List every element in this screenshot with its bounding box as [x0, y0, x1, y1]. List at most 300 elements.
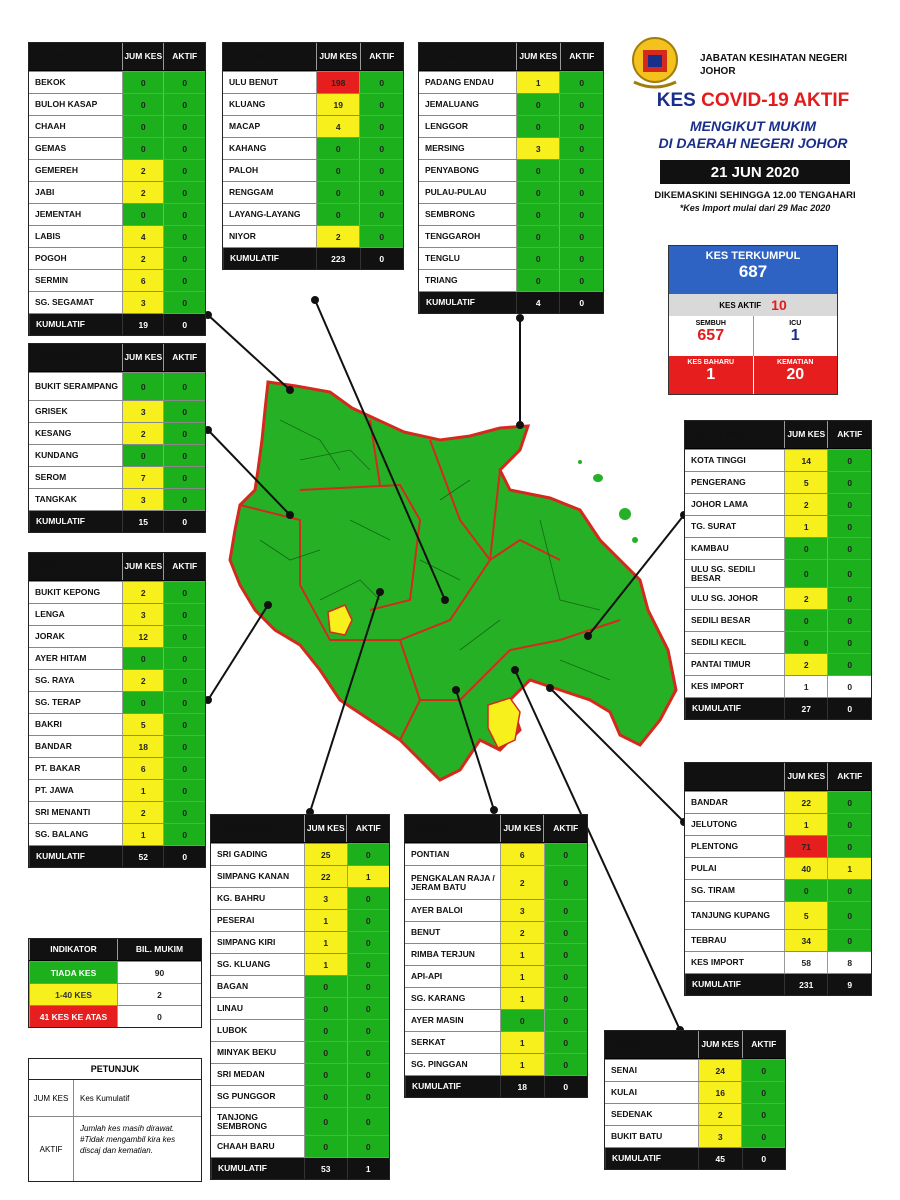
- table-kulai: [604, 1030, 786, 1170]
- jum-kes-value: 0: [122, 445, 164, 466]
- mukim-name: JORAK: [35, 631, 65, 641]
- table-header: [29, 344, 205, 372]
- indicator-row: [29, 983, 201, 1005]
- aktif-value: 0: [741, 1126, 785, 1147]
- table-row: [685, 493, 871, 515]
- district-name: KOTA TINGGI: [693, 429, 748, 439]
- mukim-name: GRISEK: [35, 406, 68, 416]
- table-row: [419, 269, 603, 291]
- table-total: [685, 697, 871, 719]
- district-name: BATU PAHAT: [219, 823, 273, 833]
- mukim-name: PADANG ENDAU: [425, 77, 494, 87]
- aktif-value: 0: [827, 930, 871, 951]
- mukim-name: PLENTONG: [691, 841, 739, 851]
- jum-kes-value: 2: [784, 494, 828, 515]
- table-row: [29, 181, 205, 203]
- indicator-label: TIADA KES: [29, 962, 117, 983]
- table-row: [685, 901, 871, 929]
- table-row: [29, 203, 205, 225]
- aktif-value: 0: [347, 1108, 390, 1135]
- summary-terkumpul: [669, 246, 837, 294]
- aktif-value: 0: [347, 910, 390, 931]
- aktif-value: 0: [347, 954, 390, 975]
- jum-kes-value: 0: [122, 692, 164, 713]
- mukim-name: SG. TIRAM: [691, 885, 735, 895]
- table-row: [605, 1103, 785, 1125]
- mukim-name: PENYABONG: [425, 165, 480, 175]
- jum-kes-value: 1: [122, 780, 164, 801]
- table-row: [685, 449, 871, 471]
- table-header: [29, 43, 205, 71]
- aktif-value: 0: [359, 72, 403, 93]
- aktif-value: 0: [163, 626, 205, 647]
- aktif-value: 0: [359, 94, 403, 115]
- table-row: [405, 1031, 587, 1053]
- table-row: [419, 71, 603, 93]
- aktif-value: 0: [544, 922, 588, 943]
- aktif-value: 0: [544, 844, 588, 865]
- aktif-value: 0: [559, 204, 603, 225]
- total-aktif: 0: [163, 314, 205, 335]
- aktif-value: 0: [544, 944, 588, 965]
- col-aktif: AKTIF: [360, 43, 404, 70]
- mukim-name: KAMBAU: [691, 543, 729, 553]
- col-jum-kes: JUM KES: [122, 43, 164, 70]
- mukim-name: KOTA TINGGI: [691, 455, 746, 465]
- aktif-value: 0: [347, 998, 390, 1019]
- table-row: [685, 515, 871, 537]
- jum-kes-value: 3: [698, 1126, 742, 1147]
- table-segamat: [28, 42, 206, 336]
- petunjuk-key: JUM KES: [29, 1080, 74, 1116]
- mukim-name: PANTAI TIMUR: [691, 659, 751, 669]
- jum-kes-value: 25: [304, 844, 347, 865]
- table-row: [685, 609, 871, 631]
- jum-kes-value: 1: [304, 932, 347, 953]
- table-row: [29, 735, 205, 757]
- table-kota-tinggi: [684, 420, 872, 720]
- johor-map: [230, 382, 676, 780]
- total-aktif: 0: [544, 1076, 588, 1097]
- table-total: [419, 291, 603, 313]
- indicator-label: 1-40 KES: [29, 984, 117, 1005]
- jum-kes-value: 6: [500, 844, 544, 865]
- aktif-value: 0: [163, 423, 205, 444]
- aktif-value: 0: [544, 966, 588, 987]
- table-row: [405, 965, 587, 987]
- table-row: [605, 1059, 785, 1081]
- aktif-value: 0: [163, 467, 205, 488]
- mukim-name: BAKRI: [35, 719, 62, 729]
- table-row: [685, 791, 871, 813]
- table-row: [211, 1085, 389, 1107]
- mukim-name: KESANG: [35, 428, 72, 438]
- mukim-name: SERKAT: [411, 1037, 446, 1047]
- jum-kes-value: 40: [784, 858, 828, 879]
- jum-kes-value: 2: [122, 802, 164, 823]
- table-row: [29, 625, 205, 647]
- col-aktif: AKTIF: [827, 421, 871, 448]
- table-row: [29, 71, 205, 93]
- jum-kes-value: 6: [122, 270, 164, 291]
- table-row: [211, 865, 389, 887]
- mukim-name: TENGGAROH: [425, 231, 481, 241]
- aktif-value: 0: [163, 160, 205, 181]
- table-pontian: [404, 814, 588, 1098]
- aktif-value: 0: [163, 248, 205, 269]
- table-row: [211, 975, 389, 997]
- title-part1: KES: [656, 90, 696, 111]
- aktif-value: 0: [827, 836, 871, 857]
- summary-aktif: [669, 294, 837, 316]
- aktif-value: 0: [359, 182, 403, 203]
- summary-baharu-kematian: [669, 356, 837, 394]
- kematian-cell: [754, 356, 838, 394]
- mukim-name: LINAU: [217, 1003, 243, 1013]
- mukim-name: SG. KLUANG: [217, 959, 271, 969]
- table-row: [29, 779, 205, 801]
- total-jum-kes: 45: [698, 1148, 742, 1169]
- jum-kes-value: 0: [304, 998, 347, 1019]
- col-aktif: AKTIF: [163, 553, 205, 580]
- aktif-value: 0: [163, 758, 205, 779]
- jum-kes-value: 0: [784, 610, 828, 631]
- jum-kes-value: 0: [784, 538, 828, 559]
- mukim-name: PENGKALAN RAJA / JERAM BATU: [411, 872, 495, 892]
- jum-kes-value: 2: [316, 226, 360, 247]
- aktif-value: 0: [559, 94, 603, 115]
- table-row: [211, 1041, 389, 1063]
- table-row: [29, 115, 205, 137]
- table-row: [419, 225, 603, 247]
- jum-kes-value: 14: [784, 450, 828, 471]
- mukim-name: SEMBRONG: [425, 209, 476, 219]
- mukim-name: KLUANG: [229, 99, 266, 109]
- mukim-name: SERMIN: [35, 275, 69, 285]
- total-jum-kes: 27: [784, 698, 828, 719]
- jum-kes-value: 4: [316, 116, 360, 137]
- table-row: [223, 203, 403, 225]
- aktif-value: 8: [827, 952, 871, 973]
- aktif-value: 0: [559, 160, 603, 181]
- aktif-value: 0: [559, 182, 603, 203]
- table-row: [405, 943, 587, 965]
- mukim-name: SENAI: [611, 1065, 637, 1075]
- report-date: 21 JUN 2020: [660, 160, 850, 184]
- petunjuk-legend: [28, 1058, 202, 1182]
- aktif-value: 0: [559, 138, 603, 159]
- aktif-value: 0: [347, 1042, 390, 1063]
- jum-kes-value: 2: [122, 582, 164, 603]
- jum-kes-value: 0: [304, 1136, 347, 1157]
- jum-kes-value: 34: [784, 930, 828, 951]
- district-name: PONTIAN: [413, 823, 452, 833]
- jum-kes-value: 2: [698, 1104, 742, 1125]
- mukim-name: SG. KARANG: [411, 993, 466, 1003]
- petunjuk-title: PETUNJUK: [29, 1059, 201, 1080]
- jum-kes-value: 1: [500, 1032, 544, 1053]
- table-row: [211, 1135, 389, 1157]
- aktif-value: 1: [347, 866, 390, 887]
- aktif-value: 0: [544, 1010, 588, 1031]
- table-row: [419, 159, 603, 181]
- baharu-cell: [669, 356, 754, 394]
- district-name: KULAI: [613, 1039, 639, 1049]
- mukim-name: MERSING: [425, 143, 465, 153]
- mukim-name: LENGA: [35, 609, 65, 619]
- table-row: [29, 137, 205, 159]
- table-row: [29, 466, 205, 488]
- table-row: [29, 603, 205, 625]
- table-row: [211, 1107, 389, 1135]
- table-row: [211, 953, 389, 975]
- total-label: KUMULATIF: [685, 698, 784, 719]
- col-aktif: AKTIF: [543, 815, 587, 842]
- table-johor-bahru: [684, 762, 872, 996]
- mukim-name: AYER BALOI: [411, 905, 463, 915]
- import-note: *Kes Import mulai dari 29 Mac 2020: [679, 203, 831, 213]
- jum-kes-value: 7: [122, 467, 164, 488]
- table-batu-pahat: [210, 814, 390, 1180]
- baharu-label: KES BAHARU: [687, 359, 735, 366]
- table-total: [29, 313, 205, 335]
- aktif-value: 0: [827, 814, 871, 835]
- mukim-name: ULU SG. JOHOR: [691, 593, 759, 603]
- jum-kes-value: 0: [304, 1042, 347, 1063]
- table-row: [29, 669, 205, 691]
- aktif-value: 0: [359, 160, 403, 181]
- aktif-value: 0: [163, 489, 205, 510]
- table-row: [223, 93, 403, 115]
- table-row: [29, 291, 205, 313]
- mukim-name: SRI MENANTI: [35, 807, 91, 817]
- table-header: [605, 1031, 785, 1059]
- mukim-name: SRI MEDAN: [217, 1069, 265, 1079]
- total-aktif: 0: [360, 248, 404, 269]
- aktif-value: 0: [163, 72, 205, 93]
- table-row: [419, 181, 603, 203]
- mukim-name: API-API: [411, 971, 443, 981]
- mukim-name: BENUT: [411, 927, 441, 937]
- mukim-name: CHAAH BARU: [217, 1141, 275, 1151]
- aktif-value: 0: [163, 780, 205, 801]
- jum-kes-value: 0: [316, 160, 360, 181]
- mukim-name: JABI: [35, 187, 55, 197]
- col-aktif: AKTIF: [827, 763, 871, 790]
- table-row: [211, 997, 389, 1019]
- aktif-value: 0: [827, 560, 871, 587]
- aktif-value: 0: [163, 648, 205, 669]
- jum-kes-value: 1: [784, 814, 828, 835]
- jum-kes-value: 0: [122, 204, 164, 225]
- mukim-name: TRIANG: [425, 275, 458, 285]
- table-row: [29, 691, 205, 713]
- aktif-value: 0: [347, 1136, 390, 1157]
- aktif-value: 0: [347, 1020, 390, 1041]
- total-aktif: 9: [827, 974, 871, 995]
- table-row: [685, 835, 871, 857]
- aktif-value: 0: [827, 610, 871, 631]
- aktif-value: 0: [163, 116, 205, 137]
- district-name: KLUANG: [231, 51, 268, 61]
- table-row: [29, 269, 205, 291]
- table-row: [685, 631, 871, 653]
- table-header: [419, 43, 603, 71]
- mukim-name: ULU SG. SEDILI BESAR: [691, 563, 756, 583]
- col-jum-kes: JUM KES: [122, 344, 164, 371]
- table-header: [29, 553, 205, 581]
- jata-logo: [633, 38, 677, 87]
- table-row: [419, 247, 603, 269]
- jum-kes-value: 0: [304, 1064, 347, 1085]
- aktif-value: 0: [347, 932, 390, 953]
- aktif-value: 0: [827, 516, 871, 537]
- aktif-value: 0: [544, 1032, 588, 1053]
- table-row: [405, 987, 587, 1009]
- mukim-name: SIMPANG KANAN: [217, 871, 290, 881]
- aktif-value: 0: [163, 292, 205, 313]
- table-row: [685, 675, 871, 697]
- col-aktif: AKTIF: [346, 815, 389, 842]
- table-row: [685, 813, 871, 835]
- table-row: [29, 372, 205, 400]
- table-row: [685, 471, 871, 493]
- total-label: KUMULATIF: [29, 314, 122, 335]
- district-name: MUAR: [37, 561, 63, 571]
- jum-kes-value: 0: [784, 880, 828, 901]
- aktif-value: 0: [163, 714, 205, 735]
- mukim-name: POGOH: [35, 253, 67, 263]
- mukim-name: SEROM: [35, 472, 67, 482]
- total-aktif: 1: [347, 1158, 390, 1179]
- table-total: [211, 1157, 389, 1179]
- col-jum-kes: JUM KES: [516, 43, 560, 70]
- total-label: KUMULATIF: [29, 846, 122, 867]
- jum-kes-value: 0: [516, 226, 560, 247]
- jum-kes-value: 12: [122, 626, 164, 647]
- mukim-name: PULAI: [691, 863, 717, 873]
- table-row: [29, 444, 205, 466]
- indicator-label: 41 KES KE ATAS: [29, 1006, 117, 1027]
- petunjuk-value: Kes Kumulatif: [80, 1093, 130, 1103]
- table-header: [211, 815, 389, 843]
- aktif-value: 0: [359, 204, 403, 225]
- page-title: [618, 90, 888, 112]
- table-row: [405, 1009, 587, 1031]
- aktif-value: 0: [347, 888, 390, 909]
- total-label: KUMULATIF: [405, 1076, 500, 1097]
- jum-kes-value: 0: [500, 1010, 544, 1031]
- table-total: [29, 845, 205, 867]
- aktif-value: 0: [163, 226, 205, 247]
- icu-label: ICU: [789, 320, 802, 327]
- aktif-value: 0: [163, 270, 205, 291]
- district-name: TANGKAK: [37, 352, 79, 362]
- mukim-name: BEKOK: [35, 77, 66, 87]
- terkumpul-value: 687: [738, 262, 768, 281]
- mukim-name: GEMEREH: [35, 165, 78, 175]
- mukim-name: TANGKAK: [35, 494, 77, 504]
- aktif-value: 0: [741, 1104, 785, 1125]
- total-jum-kes: 52: [122, 846, 164, 867]
- total-aktif: 0: [742, 1148, 786, 1169]
- mukim-name: SG. SEGAMAT: [35, 297, 94, 307]
- table-header: [685, 421, 871, 449]
- aktif-value: 0: [163, 824, 205, 845]
- mukim-name: RENGGAM: [229, 187, 274, 197]
- col-jum-kes: JUM KES: [304, 815, 347, 842]
- jum-kes-value: 22: [304, 866, 347, 887]
- aktif-value: 0: [163, 802, 205, 823]
- table-row: [685, 929, 871, 951]
- aktif-value: 0: [559, 72, 603, 93]
- aktif-value: 0: [163, 204, 205, 225]
- aktif-value: 0: [163, 604, 205, 625]
- jum-kes-value: 1: [516, 72, 560, 93]
- district-name: MERSING: [427, 51, 467, 61]
- aktif-value: 0: [827, 538, 871, 559]
- mukim-name: CHAAH: [35, 121, 66, 131]
- district-name: JOHOR BAHRU: [693, 771, 757, 781]
- table-row: [29, 801, 205, 823]
- petunjuk-row: [29, 1080, 201, 1117]
- total-label: KUMULATIF: [419, 292, 516, 313]
- total-jum-kes: 15: [122, 511, 164, 532]
- jum-kes-value: 24: [698, 1060, 742, 1081]
- sembuh-value: 657: [697, 327, 725, 344]
- aktif-value: 0: [559, 116, 603, 137]
- table-row: [419, 115, 603, 137]
- total-label: KUMULATIF: [211, 1158, 304, 1179]
- mukim-name: TEBRAU: [691, 935, 727, 945]
- jum-kes-value: 2: [784, 588, 828, 609]
- total-jum-kes: 53: [304, 1158, 347, 1179]
- table-row: [29, 159, 205, 181]
- table-row: [605, 1081, 785, 1103]
- aktif-label: KES AKTIF: [719, 300, 762, 310]
- table-row: [685, 857, 871, 879]
- total-aktif: 0: [163, 846, 205, 867]
- table-row: [29, 225, 205, 247]
- jum-kes-value: 2: [122, 160, 164, 181]
- mukim-name: KG. BAHRU: [217, 893, 266, 903]
- mukim-name: KES IMPORT: [691, 681, 744, 691]
- mukim-name: SG. RAYA: [35, 675, 75, 685]
- jum-kes-value: 1: [122, 824, 164, 845]
- summary-box: [668, 245, 838, 395]
- table-row: [29, 757, 205, 779]
- mukim-name: TENGLU: [425, 253, 460, 263]
- mukim-name: SG. BALANG: [35, 829, 89, 839]
- mukim-name: LABIS: [35, 231, 61, 241]
- mukim-name: KAHANG: [229, 143, 267, 153]
- subtitle-line1: MENGIKUT MUKIM: [690, 118, 816, 134]
- total-jum-kes: 19: [122, 314, 164, 335]
- jum-kes-value: 0: [516, 248, 560, 269]
- jum-kes-value: 0: [784, 560, 828, 587]
- jum-kes-value: 2: [122, 248, 164, 269]
- jum-kes-value: 0: [316, 204, 360, 225]
- indicator-legend: [28, 938, 202, 1028]
- total-aktif: 0: [163, 511, 205, 532]
- mukim-name: PT. BAKAR: [35, 763, 81, 773]
- aktif-value: 0: [163, 401, 205, 422]
- aktif-value: 0: [163, 138, 205, 159]
- jum-kes-value: 2: [122, 182, 164, 203]
- table-header: [685, 763, 871, 791]
- table-row: [685, 559, 871, 587]
- aktif-value: 0: [347, 976, 390, 997]
